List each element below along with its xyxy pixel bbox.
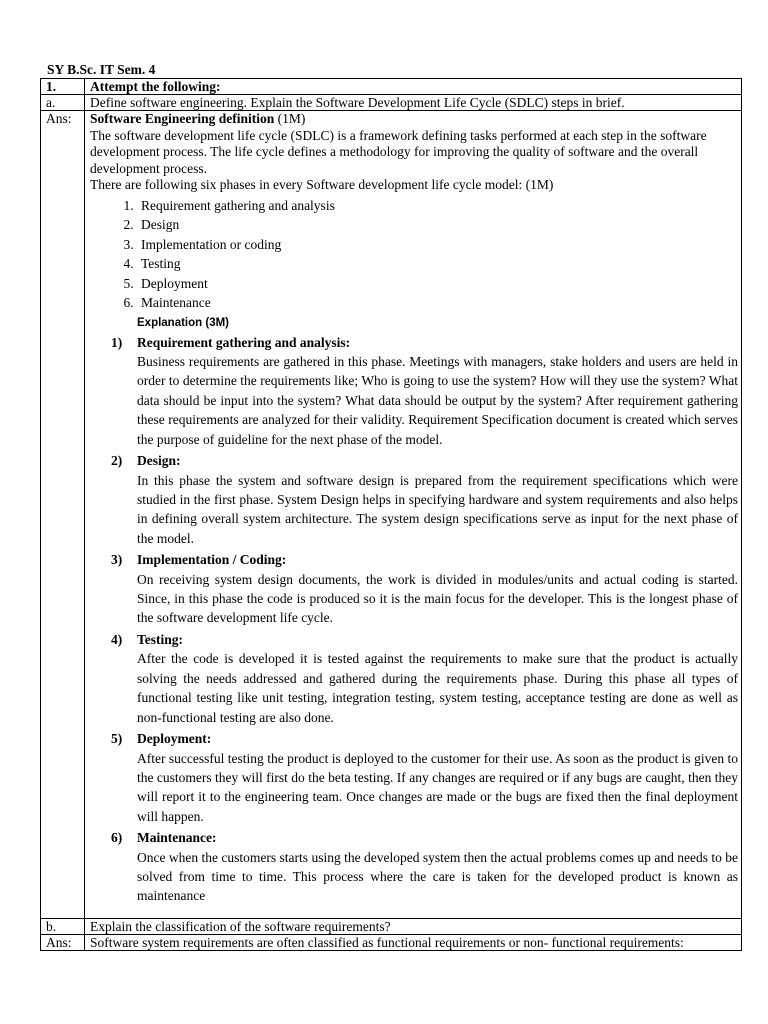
- course-header: SY B.Sc. IT Sem. 4: [47, 62, 156, 77]
- section-body: Business requirements are gathered in this phase. Meetings with managers, stake holders and users are held in order to determine the requirements like; Who is going to use the system? How will they use the system? What data should be input into the system? What data should be output by the system? After requirement gathering these requirements are analyzed for their validity. Requirement Specification document is created which serves the purpose of guideline for the next phase of the model.: [137, 354, 738, 447]
- question-a-label: a.: [41, 95, 85, 111]
- section-body: After successful testing the product is deployed to the customer for their use. As soon as the product is given to the customers they will first do the beta testing. If any changes are required or if any bugs are caught, then they will report it to the engineering team. Once changes are made or the bugs are fixed then the final deployment will happen.: [137, 750, 738, 824]
- phase-section: [111, 550, 738, 628]
- section-title: Deployment:: [137, 731, 212, 746]
- section-body: On receiving system design documents, the work is divided in modules/units and actual coding is started. Since, in this phase the code is produced so it is the main focus for the developer. This is the longest phase of the software development life cycle.: [137, 571, 738, 626]
- section-number: 3): [111, 552, 123, 568]
- definition-text: The software development life cycle (SDLC) is a framework defining tasks performed at each step in the software development process. The life cycle defines a methodology for improving the quality of software and the overall development process.: [90, 127, 707, 176]
- phase-section: [111, 729, 738, 826]
- phase-item: 6. Maintenance: [137, 293, 738, 313]
- phase-section: [111, 451, 738, 548]
- question-b-label: b.: [41, 918, 85, 934]
- answer-a-row: [41, 111, 742, 919]
- phase-section: [111, 828, 738, 906]
- question-number: 1.: [41, 79, 85, 95]
- section-body: After the code is developed it is tested against the requirements to make sure that the product is actually solving the needs addressed and gathered during the requirements phase. During this phase all types of functional testing like unit testing, integration testing, system testing, acceptance testing are done as well as non-functional testing are also done.: [137, 651, 738, 725]
- answer-b-text: Software system requirements are often classified as functional requirements or non- functional requirements:: [85, 934, 742, 950]
- section-body: In this phase the system and software design is prepared from the requirement specifications which were studied in the first phase. System Design helps in specifying hardware and system requirements and also helps in defining overall system architecture. The system design specifications serve as input for the next phase of the model.: [137, 472, 738, 546]
- answer-a-content: [85, 111, 742, 919]
- question-b-text: Explain the classification of the software requirements?: [85, 918, 742, 934]
- section-body: Once when the customers starts using the developed system then the actual problems comes up and needs to be solved from time to time. This process where the care is taken for the developed product is known as maintenance: [137, 849, 738, 904]
- definition-marks: (1M): [274, 111, 306, 126]
- phase-item: 4. Testing: [137, 254, 738, 274]
- phase-item: 2. Design: [137, 215, 738, 235]
- phases-list: [90, 196, 738, 313]
- section-number: 4): [111, 631, 123, 647]
- answer-a-label: Ans:: [41, 111, 85, 919]
- section-number: 5): [111, 731, 123, 746]
- question-a-row: [41, 95, 742, 111]
- phase-item: 1. Requirement gathering and analysis: [137, 196, 738, 216]
- phases-intro: There are following six phases in every Software development life cycle model: (1M): [90, 177, 554, 192]
- question-b-row: [41, 918, 742, 934]
- section-number: 2): [111, 453, 123, 469]
- section-number: 6): [111, 830, 123, 846]
- section-title: Design:: [137, 453, 181, 469]
- answer-b-label: Ans:: [41, 934, 85, 950]
- spacer: [90, 906, 738, 918]
- section-title: Testing:: [137, 631, 184, 647]
- phase-item: 3. Implementation or coding: [137, 235, 738, 255]
- section-title: Maintenance:: [137, 830, 217, 846]
- section-number: 1): [111, 334, 123, 350]
- section-title: Requirement gathering and analysis:: [137, 334, 351, 350]
- definition-heading: [90, 111, 738, 128]
- section-title: Implementation / Coding:: [137, 552, 287, 568]
- phase-section: [111, 630, 738, 727]
- question-table: [40, 78, 742, 951]
- phase-item: 5. Deployment: [137, 274, 738, 294]
- question-1-row: [41, 79, 742, 95]
- question-a-text: Define software engineering. Explain the Software Development Life Cycle (SDLC) steps in brief.: [85, 95, 742, 111]
- question-title: Attempt the following:: [85, 79, 742, 95]
- definition-title: Software Engineering definition: [90, 111, 275, 126]
- explanation-label: Explanation (3M): [137, 316, 230, 329]
- answer-b-row: [41, 934, 742, 950]
- phase-section: [111, 333, 738, 450]
